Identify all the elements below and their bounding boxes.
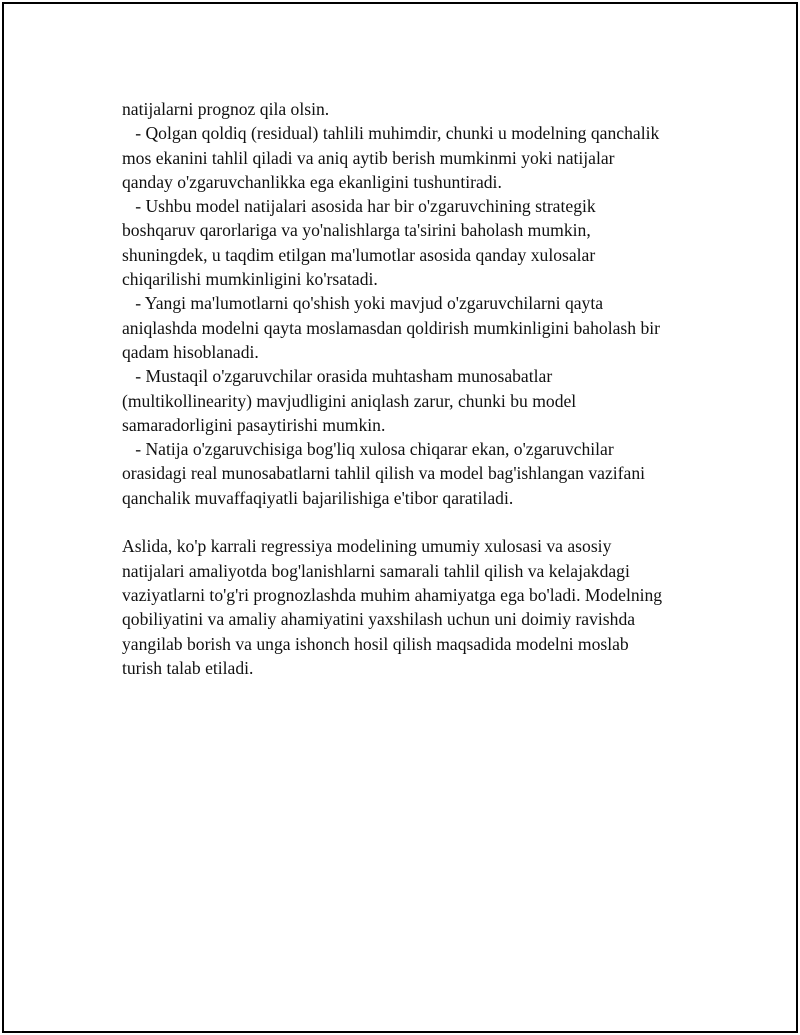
text-line: aniqlashda modelni qayta moslamasdan qoldirish mumkinligini baholash bir (122, 317, 660, 338)
text-line: (multikollinearity) mavjudligini aniqlash zarur, chunki bu model (122, 390, 577, 411)
text-line: boshqaruv qarorlariga va yo'nalishlarga ta'sirini baholash mumkin, (122, 220, 591, 241)
text-line: qobiliyatini va amaliy ahamiyatini yaxshilash uchun uni doimiy ravishda (122, 609, 636, 630)
text-line: - Qolgan qoldiq (residual) tahlili muhimdir, chunki u modelning qanchalik (122, 123, 660, 144)
text-line: samaradorligini pasaytirishi mumkin. (122, 414, 386, 435)
text-line: natijalari amaliyotda bog'lanishlarni samarali tahlil qilish va kelajakdagi (122, 560, 630, 581)
text-line: - Ushbu model natijalari asosida har bir o'zgaruvchining strategik (122, 196, 596, 217)
text-line: Aslida, ko'p karrali regressiya modelining umumiy xulosasi va asosiy (122, 536, 612, 557)
text-line: qadam hisoblanadi. (122, 341, 259, 362)
paragraph-gap (122, 510, 722, 534)
text-line: natijalarni prognoz qila olsin. (122, 99, 330, 119)
text-line: - Mustaqil o'zgaruvchilar orasida muhtasham munosabatlar (122, 366, 553, 387)
text-line: orasidagi real munosabatlarni tahlil qilish va model bag'ishlangan vazifani (122, 463, 646, 484)
text-line: vaziyatlarni to'g'ri prognozlashda muhim ahamiyatga ega bo'ladi. Modelning (122, 584, 663, 605)
page-frame (2, 2, 798, 1033)
text-line: shuningdek, u taqdim etilgan ma'lumotlar asosida qanday xulosalar (122, 244, 596, 265)
text-line: qanchalik muvaffaqiyatli bajarilishiga e'tibor qaratiladi. (122, 487, 514, 508)
text-line: chiqarilishi mumkinligini ko'rsatadi. (122, 269, 378, 290)
section-list-continuation (122, 97, 722, 510)
text-line: - Yangi ma'lumotlarni qo'shish yoki mavjud o'zgaruvchilarni qayta (122, 293, 604, 314)
document-body (122, 97, 722, 680)
conclusion-paragraph (122, 534, 722, 680)
text-line: - Natija o'zgaruvchisiga bog'liq xulosa chiqarar ekan, o'zgaruvchilar (122, 439, 614, 460)
text-line: mos ekanini tahlil qiladi va aniq aytib berish mumkinmi yoki natijalar (122, 147, 615, 168)
text-line: qanday o'zgaruvchanlikka ega ekanligini tushuntiradi. (122, 171, 502, 192)
text-line: turish talab etiladi. (122, 657, 254, 678)
text-line: yangilab borish va unga ishonch hosil qilish maqsadida modelni moslab (122, 633, 629, 654)
